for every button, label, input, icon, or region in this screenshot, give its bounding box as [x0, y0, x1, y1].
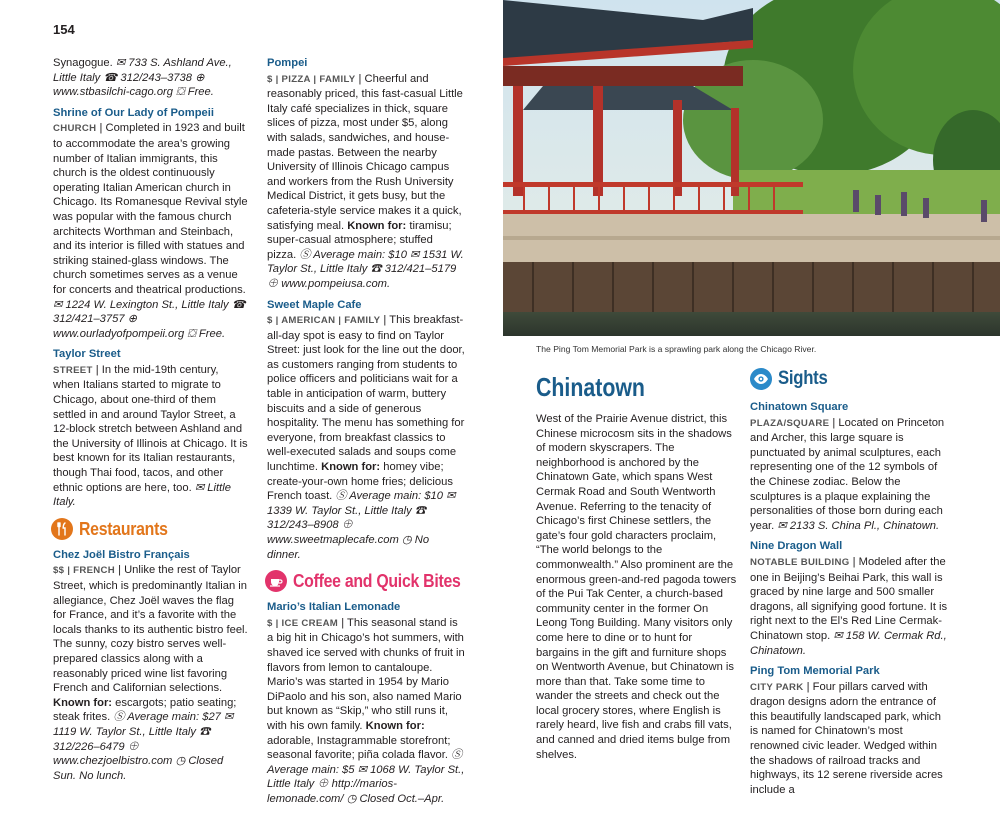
column-1 — [53, 56, 248, 789]
park-illustration — [503, 0, 1000, 336]
entry-address: Ⓢ Average main: $27 ✉ 1119 W. Taylor St., Little Italy ☎ 312/226–6479 ⊕ www.chezjoelbistro.com ◷ Closed Sun. No lunch. — [53, 711, 234, 782]
entry-meta: $ | PIZZA | FAMILY — [267, 73, 356, 85]
entry-body: | Unlike the rest of Taylor Street, which is predominantly Italian in allegiance, Chez Joël waves the flag for France, and it’s a favorite with the locals thanks to its authentic bistro feel. The sunny, cozy bistro serves well-prepared classics along with a reasonably priced wine list favoring French and Californian selections. — [53, 564, 248, 695]
entry-name: Mario’s Italian Lemonade — [267, 601, 401, 614]
entry-name: Ping Tom Memorial Park — [750, 665, 880, 678]
entry-meta: $ | ICE CREAM — [267, 617, 339, 629]
entry-meta: CHURCH — [53, 123, 97, 135]
entry-body: | Cheerful and reasonably priced, this fast-casual Little Italy café specializes in thick, square slices of pizza, most under $5, along with salads, sandwiches, and house-made pastas. Between the nearby University of Illinois Chicago campus and workers from the Rush University Medical District, it gets busy, but the cafeteria-style service makes it a quick, satisfying meal. — [267, 72, 463, 232]
entry-pompei — [267, 56, 465, 292]
chinatown-title: Chinatown — [536, 372, 645, 402]
entry-address: Ⓢ Average main: $10 ✉ 1339 W. Taylor St., Little Italy ☎ 312/243–8908 ⊕ www.sweetmaplecafe.com ◷ No dinner. — [267, 490, 456, 561]
eye-icon — [750, 368, 772, 390]
synagogue-address: ✉ 733 S. Ashland Ave., Little Italy ☎ 312/243–3738 ⊕ www.stbasilchi-cago.org ⛋ Free. — [53, 57, 232, 99]
entry-name: Chinatown Square — [750, 401, 849, 413]
known-for-label: Known for: — [321, 461, 381, 474]
entry-meta: PLAZA/SQUARE — [750, 417, 830, 429]
entry-body: | Modeled after the one in Beijing’s Beihai Park, this wall is graced by nine large and 500 smaller dragons, all signifying good fortune. It is right next to the El’s Red Line Cermak-Chinatown stop. — [750, 555, 948, 642]
coffee-heading — [265, 570, 465, 592]
entry-address: ✉ 2133 S. China Pl., Chinatown. — [777, 519, 940, 532]
entry-meta: CITY PARK — [750, 681, 804, 693]
known-for: tiramisu; super-casual atmosphere; stuffed pizza. — [267, 219, 452, 261]
entry-meta: $ | AMERICAN | FAMILY — [267, 315, 381, 327]
entry-body: | This breakfast-all-day spot is easy to find on Taylor Street: just look for the line out the door, as customers ranging from students to police officers and politicians wait for a table in anticipation of warm, buttery biscuits and a side of generous hospitality. The menu has something for everyone, from breakfast classics to well-executed salads and soups come lunchtime. — [267, 314, 465, 474]
known-for: adorable, Instagrammable storefront; seasonal favorite; piña colada flavor. — [267, 734, 452, 762]
ping-tom-park-photo — [503, 0, 1000, 336]
entry-ping-tom-park — [750, 664, 948, 797]
entry-address: ✉ 1224 W. Lexington St., Little Italy ☎ 312/421–3757 ⊕ www.ourladyofpompeii.org ⛋ Free. — [53, 298, 246, 340]
entry-chinatown-square — [750, 400, 948, 533]
photo-caption: The Ping Tom Memorial Park is a sprawling park along the Chicago River. — [536, 344, 817, 354]
entry-meta: $$ | FRENCH — [53, 565, 115, 577]
entry-name: Shrine of Our Lady of Pompeii — [53, 106, 214, 119]
known-for: escargots; patio seating; steak frites. — [53, 696, 237, 724]
entry-body: | Four pillars carved with dragon designs adorn the entrance of this beautifully landscaped park, which is named for Chinatown’s most renowned civic leader. Wedged within the shadows of railroad tracks and highways, its 12 serene riverside acres include a — [750, 680, 943, 796]
entry-name: Sweet Maple Cafe — [267, 298, 362, 311]
entry-name: Pompei — [267, 57, 308, 69]
page-number: 154 — [53, 22, 75, 37]
sights-heading — [750, 368, 834, 390]
sights-title: Sights — [778, 368, 828, 389]
entry-body: | In the mid-19th century, when Italians started to migrate to Chicago, about one-third of them settled in and around Taylor Street, a 12-block stretch between Ashland and the University of Illinois at Chicago. It is best known for its Italian restaurants, though Thai food, tacos, and other ethnic options are here, too. — [53, 363, 248, 494]
restaurants-heading — [51, 518, 248, 540]
entry-meta: NOTABLE BUILDING — [750, 556, 850, 568]
coffee-cup-icon — [265, 570, 287, 592]
entry-name: Nine Dragon Wall — [750, 540, 843, 553]
entry-address: Ⓢ Average main: $10 ✉ 1531 W. Taylor St., Little Italy ☎ 312/421–5179 ⊕ www.pompeiusa.com. — [267, 248, 464, 290]
entry-name: Chez Joël Bistro Français — [53, 548, 190, 561]
entry-taylor-street — [53, 347, 248, 510]
entry-address: ✉ 158 W. Cermak Rd., Chinatown. — [750, 629, 947, 657]
chinatown-intro: West of the Prairie Avenue district, this Chinese microcosm sits in the shadows of modern skyscrapers. The neighborhood is anchored by the Chinatown Gate, which spans West Cermak Road and South Wentworth Avenue. Referring to the tenacity of Chicago’s first Chinese settlers, the gate’s four gold characters proclaim, “The world belongs to the commonwealth.” Also prominent are the enormous green-and-red pagoda towers of the Pui Tak Center, a church-based community center in the former On Leong Tong Building. Many visitors only come here to dine or to hunt for bargains in the gift and furniture shops on Wentworth Avenue, but Chinatown is more than that. Take some time to wander the streets and check out the local grocery stores, where English is rarely heard, live fish and crabs fill vats, and canned and dried items bulge from shelves. — [536, 413, 737, 761]
known-for-label: Known for: — [53, 696, 113, 709]
synagogue-tail — [53, 56, 248, 100]
entry-body: | Located on Princeton and Archer, this large square is punctuated by animal sculptures, each representing one of the 12 symbols of the Chinese zodiac. Below the sculptures is a plaque explaining the personalities of those born during each year. — [750, 416, 945, 532]
entry-sweet-maple — [267, 298, 465, 563]
entry-body: | Completed in 1923 and built to accommodate the area’s growing number of Italian immigrants, this church is the oldest continuously operating Italian American church in Chicago. Its Romanesque Revival style was popular with the famous church architects Worthman and Steinbach, and its interior is filled with statues and striking stained-glass windows. The church sometimes serves as a venue for concerts and theatrical productions. — [53, 122, 248, 296]
entry-marios — [267, 600, 465, 806]
entry-shrine — [53, 106, 248, 342]
column-2 — [267, 56, 465, 813]
entry-chez-joel — [53, 548, 248, 784]
fork-knife-icon — [51, 518, 73, 540]
entry-address: Ⓢ Average main: $5 ✉ 1068 W. Taylor St., Little Italy ⊕ http://marios-lemonade.com/ ◷ Closed Oct.–Apr. — [267, 749, 465, 805]
synagogue-text: Synagogue. — [53, 57, 116, 69]
entry-nine-dragon-wall — [750, 539, 948, 658]
known-for-label: Known for: — [365, 719, 425, 732]
entry-body: | This seasonal stand is a big hit in Chicago’s hot summers, with shaved ice served with chunks of fruit in flavors from lemon to cantaloupe. Mario’s was started in 1954 by Mario DiPaolo and his son, also named Mario but known as “Skip,” who still runs it, with his own family. — [267, 616, 465, 732]
coffee-title: Coffee and Quick Bites — [293, 570, 461, 591]
column-4 — [750, 400, 948, 803]
entry-name: Taylor Street — [53, 348, 121, 361]
known-for-label: Known for: — [347, 219, 407, 232]
entry-meta: STREET — [53, 364, 93, 376]
restaurants-title: Restaurants — [79, 518, 168, 539]
known-for: homey vibe; create-your-own home fries; delicious French toast. — [267, 461, 453, 503]
entry-address: ✉ Little Italy. — [53, 481, 231, 509]
